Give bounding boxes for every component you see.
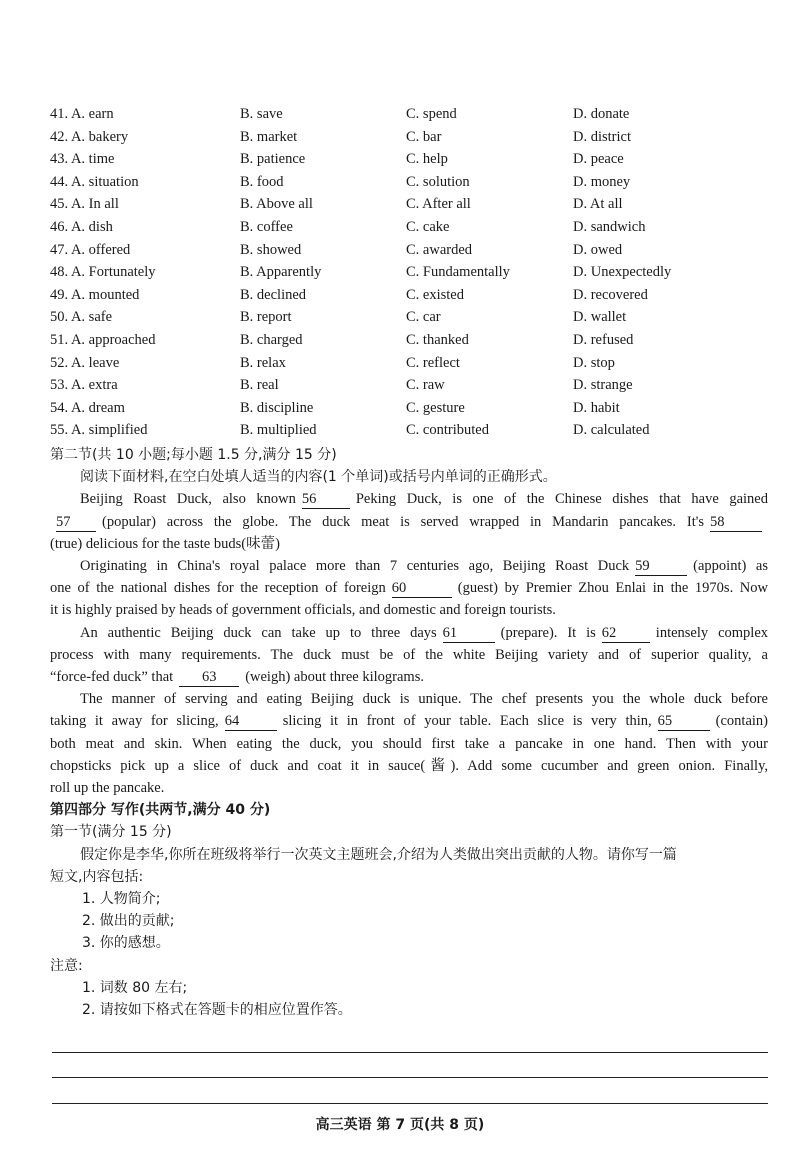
blank-59: 59: [635, 558, 687, 576]
blank-56: 56: [302, 491, 350, 509]
note-item: 1. 词数 80 左右;: [82, 979, 188, 996]
option-row-50: [50, 306, 770, 329]
passage-text: taking it away for slicing,: [50, 713, 219, 730]
requirement-item: 1. 人物简介;: [82, 891, 161, 908]
option-c: C. solution: [406, 173, 470, 190]
blank-63: 63: [179, 669, 239, 687]
option-b: B. report: [240, 309, 292, 326]
option-row-55: [50, 419, 770, 442]
option-a: 53. A. extra: [50, 377, 118, 394]
option-a: 45. A. In all: [50, 196, 119, 213]
part4-heading: 第四部分 写作(共两节,满分 40 分): [50, 802, 271, 819]
passage-line: [50, 733, 768, 755]
option-row-52: [50, 352, 770, 375]
option-d: D. strange: [573, 377, 633, 394]
option-row-42: [50, 126, 770, 149]
passage-text: (contain): [715, 713, 768, 730]
passage-text: intensely complex: [655, 624, 768, 641]
option-row-45: [50, 193, 770, 216]
option-b: B. coffee: [240, 218, 293, 235]
option-b: B. charged: [240, 331, 303, 348]
option-a: 44. A. situation: [50, 173, 139, 190]
passage-text: (appoint) as: [693, 558, 768, 575]
cloze-options: [50, 103, 770, 442]
blank-57: 57: [56, 514, 96, 532]
option-b: B. Apparently: [240, 264, 322, 281]
blank-62: 62: [602, 625, 650, 643]
passage-text: An authentic Beijing duck can take up to three days: [80, 624, 437, 641]
requirement-item: 3. 你的感想。: [82, 935, 170, 952]
option-a: 55. A. simplified: [50, 422, 148, 439]
option-d: D. At all: [573, 196, 623, 213]
option-row-46: [50, 216, 770, 239]
option-c: C. contributed: [406, 422, 489, 439]
option-c: C. gesture: [406, 399, 465, 416]
option-a: 47. A. offered: [50, 241, 131, 258]
passage-text: The manner of serving and eating Beijing duck is unique. The chef presents you the whole duck before: [80, 691, 768, 708]
grammar-fill-section: [50, 444, 768, 1021]
option-d: D. wallet: [573, 309, 627, 326]
option-d: D. habit: [573, 399, 620, 416]
option-d: D. calculated: [573, 422, 650, 439]
option-c: C. thanked: [406, 331, 469, 348]
option-row-48: [50, 261, 770, 284]
option-c: C. cake: [406, 218, 450, 235]
option-c: C. reflect: [406, 354, 460, 371]
requirement-item: 2. 做出的贡献;: [82, 913, 175, 930]
option-b: B. multiplied: [240, 422, 317, 439]
option-b: B. market: [240, 128, 298, 145]
option-b: B. Above all: [240, 196, 313, 213]
passage-text: both meat and skin. When eating the duck, you should first take a pancake in one hand. Then with your: [50, 735, 768, 752]
option-c: C. existed: [406, 286, 464, 303]
page-footer: 高三英语 第 7 页(共 8 页): [315, 1117, 485, 1133]
option-d: D. Unexpectedly: [573, 264, 672, 281]
passage-line: [50, 710, 768, 732]
passage-text: slicing it in front of your table. Each slice is very thin,: [282, 713, 652, 730]
option-b: B. relax: [240, 354, 286, 371]
option-d: D. money: [573, 173, 631, 190]
passage-line: [50, 688, 768, 710]
option-c: C. raw: [406, 377, 445, 394]
passage-text: Beijing Roast Duck, also known: [80, 491, 296, 508]
option-c: C. awarded: [406, 241, 473, 258]
passage-line: [50, 488, 768, 510]
option-row-51: [50, 329, 770, 352]
passage-text: “force-fed duck” that: [50, 669, 174, 686]
passage-text: Peking Duck, is one of the Chinese dishes that have gained: [355, 491, 768, 508]
option-d: D. district: [573, 128, 631, 145]
option-a: 48. A. Fortunately: [50, 264, 156, 281]
option-c: C. After all: [406, 196, 471, 213]
option-a: 42. A. bakery: [50, 128, 129, 145]
option-row-49: [50, 284, 770, 307]
blank-60: 60: [392, 580, 452, 598]
answer-line: [52, 1103, 768, 1104]
section2-heading: 第二节(共 10 小题;每小题 1.5 分,满分 15 分): [50, 447, 337, 463]
option-a: 41. A. earn: [50, 106, 114, 122]
passage-text: chopsticks pick up a slice of duck and coat it in sauce(酱). Add some cucumber and green onion. Finally,: [50, 757, 768, 774]
passage-text: (weigh) about three kilograms.: [245, 669, 424, 686]
option-row-53: [50, 374, 770, 397]
option-b: B. save: [240, 106, 283, 122]
option-a: 54. A. dream: [50, 399, 125, 416]
option-row-43: [50, 148, 770, 171]
blank-65: 65: [658, 713, 710, 731]
passage-text: one of the national dishes for the reception of foreign: [50, 580, 386, 597]
blank-58: 58: [710, 514, 762, 532]
option-c: C. spend: [406, 106, 457, 122]
option-b: B. showed: [240, 241, 302, 258]
option-d: D. owed: [573, 241, 623, 258]
option-row-47: [50, 239, 770, 262]
option-c: C. car: [406, 309, 441, 326]
option-c: C. help: [406, 151, 448, 168]
passage-text: (guest) by Premier Zhou Enlai in the 1970s. Now: [457, 580, 769, 597]
note-label: 注意:: [50, 957, 83, 974]
option-a: 50. A. safe: [50, 309, 113, 326]
passage-line: [50, 755, 768, 777]
passage-line: [50, 511, 768, 533]
passage-line: [50, 555, 768, 577]
option-d: D. donate: [573, 106, 630, 122]
option-b: B. food: [240, 173, 284, 190]
option-c: C. bar: [406, 128, 442, 145]
option-b: B. real: [240, 377, 279, 394]
option-a: 51. A. approached: [50, 331, 156, 348]
passage-line: [50, 777, 768, 799]
passage-line: [50, 622, 768, 644]
answer-line: [52, 1077, 768, 1078]
passage-line: [50, 533, 768, 555]
passage-line: [50, 577, 768, 599]
option-b: B. declined: [240, 286, 307, 303]
blank-61: 61: [443, 625, 495, 643]
passage-text: it is highly praised by heads of government officials, and domestic and foreign tourists.: [50, 602, 556, 619]
option-a: 52. A. leave: [50, 354, 120, 371]
passage-line: [50, 666, 768, 688]
option-b: B. discipline: [240, 399, 314, 416]
option-a: 49. A. mounted: [50, 286, 140, 303]
option-d: D. peace: [573, 151, 624, 168]
option-a: 43. A. time: [50, 151, 115, 168]
option-row-41: [50, 103, 770, 126]
writing-prompt: 假定你是李华,你所在班级将举行一次英文主题班会,介绍为人类做出突出贡献的人物。请你写一篇: [80, 846, 677, 863]
section2-instruction: 阅读下面材料,在空白处填人适当的内容(1 个单词)或括号内单词的正确形式。: [80, 469, 557, 486]
passage-text: roll up the pancake.: [50, 780, 165, 797]
blank-64: 64: [225, 713, 277, 731]
part4-sub-heading: 第一节(满分 15 分): [50, 824, 172, 841]
passage-line: [50, 644, 768, 666]
option-row-54: [50, 397, 770, 420]
passage-text: process with many requirements. The duck must be of the white Beijing variety and of superior quality, a: [50, 646, 768, 663]
option-a: 46. A. dish: [50, 218, 113, 235]
option-c: C. Fundamentally: [406, 264, 510, 281]
answer-line: [52, 1052, 768, 1053]
passage-line: [50, 599, 768, 621]
passage-text: Originating in China's royal palace more than 7 centuries ago, Beijing Roast Duck: [80, 558, 630, 575]
note-item: 2. 请按如下格式在答题卡的相应位置作答。: [82, 1002, 352, 1019]
option-d: D. refused: [573, 331, 634, 348]
passage-text: (prepare). It is: [500, 624, 596, 641]
option-d: D. recovered: [573, 286, 648, 303]
option-row-44: [50, 171, 770, 194]
writing-prompt: 短文,内容包括:: [50, 868, 144, 885]
option-d: D. sandwich: [573, 218, 646, 235]
passage-text: (true) delicious for the taste buds(味蕾): [50, 535, 280, 552]
option-d: D. stop: [573, 354, 615, 371]
option-b: B. patience: [240, 151, 306, 168]
passage-text: (popular) across the globe. The duck meat is served wrapped in Mandarin pancakes. It's: [102, 513, 704, 530]
